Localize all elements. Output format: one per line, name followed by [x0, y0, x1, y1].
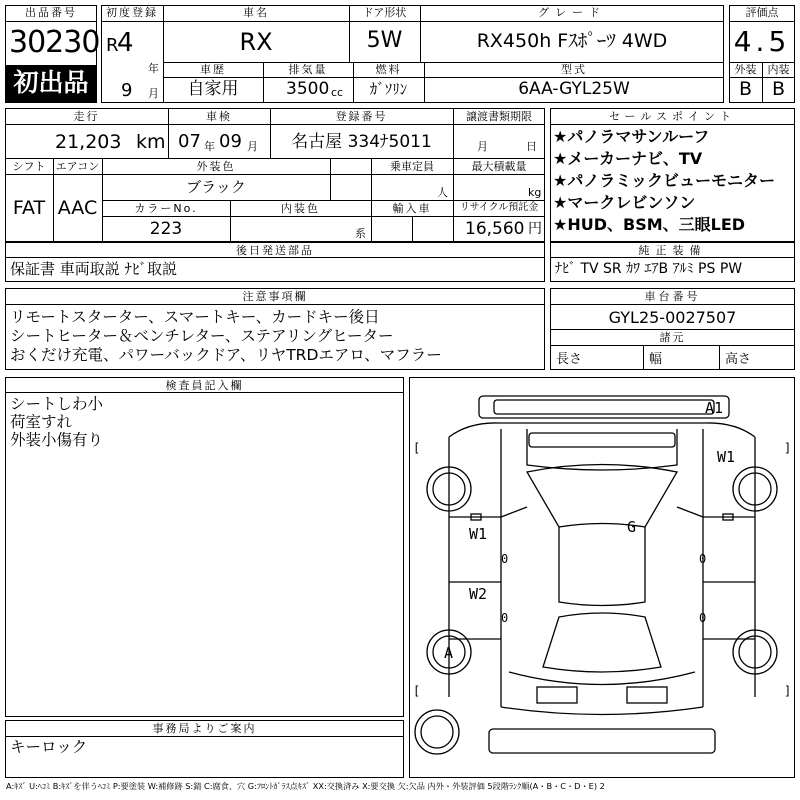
sales-point-item: ★HUD、BSM、三眼LED	[553, 215, 746, 234]
plate-label: 登録番号	[335, 110, 388, 123]
office-label: 事務局よりご案内	[152, 722, 257, 735]
fuel-label: 燃料	[375, 63, 402, 76]
recycle-label: リサイクル預託金	[459, 202, 539, 213]
equipment: ﾅﾋﾞ TV SR ｶﾜ ｴｱB ｱﾙﾐ PS PW	[555, 261, 743, 277]
ext-score: B	[738, 78, 753, 100]
zero-mark: 0	[501, 552, 509, 566]
equipment-label: 純正装備	[638, 244, 707, 257]
import-label: 輸入車	[392, 202, 432, 215]
office-note: キーロック	[10, 738, 88, 756]
notes-line: おくだけ充電、パワーバックドア、リヤTRDエアロ、マフラー	[10, 346, 442, 364]
chassis-number: GYL25-0027507	[608, 308, 737, 327]
aircon: AAC	[57, 197, 98, 219]
history: 自家用	[187, 79, 239, 99]
damage-mark-w1-left: W1	[469, 525, 488, 543]
recycle: 16,560	[465, 219, 525, 239]
inspection-label: 車検	[206, 110, 232, 123]
fuel: ｶﾞｿﾘﾝ	[369, 80, 408, 98]
month-unit: 月	[148, 87, 159, 100]
inspection-year-unit: 年	[204, 140, 215, 153]
notes-label: 注意事項欄	[242, 290, 308, 303]
damage-mark-w1-right: W1	[717, 448, 736, 466]
damage-mark-a1: A1	[705, 399, 724, 417]
width-label: 幅	[649, 352, 663, 367]
score: 4.5	[733, 25, 791, 58]
shift: FAT	[12, 197, 46, 219]
height-label: 高さ	[725, 352, 752, 367]
zero-mark: 0	[501, 611, 509, 625]
ext-color: ブラック	[186, 178, 246, 196]
capacity-unit: 人	[437, 186, 448, 199]
notes-line: シートヒーター＆ベンチレター、ステアリングヒーター	[10, 327, 394, 345]
first-reg-month: 9	[121, 80, 133, 101]
int-label: 内装	[767, 63, 790, 76]
inspector-line: シートしわ小	[10, 395, 104, 413]
first-reg-label: 初度登録	[106, 6, 158, 19]
mileage-unit: km	[136, 131, 166, 153]
later-parts-label: 後日発送部品	[236, 244, 314, 257]
notes-line: リモートスターター、スマートキー、カードキー後日	[10, 308, 380, 326]
model: 6AA-GYL25W	[518, 79, 630, 99]
sales-point-item: ★パノラミックビューモニター	[553, 171, 776, 190]
damage-mark-w2: W2	[469, 585, 488, 603]
bracket-right: ]	[784, 684, 792, 698]
inspection-month: 09	[219, 131, 242, 152]
doors: 5W	[366, 28, 403, 53]
damage-mark-a: A	[444, 644, 454, 662]
lot-label: 出品番号	[25, 6, 77, 19]
plate: 名古屋 334ﾅ5011	[291, 132, 432, 152]
displacement-unit: cc	[331, 86, 344, 99]
car-name-label: 車名	[243, 6, 269, 19]
zero-mark: 0	[699, 611, 707, 625]
inspection-year: 07	[178, 131, 201, 152]
inspector-label: 検査員記入欄	[165, 379, 244, 392]
car-diagram	[409, 377, 795, 778]
transfer-month-unit: 月	[477, 140, 488, 153]
transfer-day-unit: 日	[526, 140, 537, 153]
sales-point-item: ★マークレビンソン	[553, 193, 696, 212]
ext-color-label: 外装色	[196, 160, 236, 173]
chassis-label: 車台番号	[644, 290, 701, 303]
sales-point-item: ★パノラマサンルーフ	[553, 127, 710, 146]
int-color-label: 内装色	[281, 202, 320, 215]
legend: A:ｷｽﾞ U:ﾍｺﾐ B:ｷｽﾞを伴うﾍｺﾐ P:要塗装 W:補修跡 S:錆 C:腐食、穴 G:ﾌﾛﾝﾄｶﾞﾗｽ点ｷｽﾞ XX:交換済み X:要交換 欠:欠品 内外・外装評価 5段階ﾗﾝｸ順(A・B・C・D・E) 2	[6, 781, 605, 791]
score-label: 評価点	[745, 6, 779, 19]
inspection-month-unit: 月	[247, 140, 258, 153]
doors-label: ドア形状	[362, 6, 407, 19]
recycle-unit: 円	[528, 221, 542, 237]
color-no-label: カラーNo.	[134, 202, 198, 215]
bracket-left: [	[413, 684, 421, 698]
car-name: RX	[239, 28, 273, 56]
max-load-label: 最大積載量	[471, 160, 527, 173]
first-listing-text: 初出品	[13, 68, 89, 97]
details-table	[5, 108, 545, 242]
length-label: 長さ	[556, 352, 583, 367]
max-load-unit: kg	[528, 186, 542, 199]
mileage: 21,203	[55, 131, 122, 153]
lot-number: 30230	[9, 25, 100, 60]
specs-label: 諸元	[659, 331, 686, 344]
displacement: 3500	[286, 79, 330, 99]
grade: RX450h Fｽﾎﾟｰﾂ 4WD	[476, 30, 668, 52]
capacity-label: 乗車定員	[390, 160, 434, 173]
grade-label: グレード	[538, 6, 606, 19]
mileage-label: 走行	[73, 110, 100, 123]
bracket-left: [	[413, 441, 421, 455]
bracket-right: ]	[784, 441, 792, 455]
year-unit: 年	[148, 62, 159, 75]
displacement-label: 排気量	[288, 63, 328, 76]
shift-label: シフト	[12, 160, 46, 173]
sales-points-label: セールスポイント	[608, 110, 736, 123]
color-no: 223	[149, 219, 183, 239]
model-label: 型式	[561, 63, 587, 76]
inspector-line: 外装小傷有り	[10, 431, 104, 449]
inspector-line: 荷室すれ	[10, 413, 73, 431]
sales-point-item: ★メーカーナビ、TV	[553, 149, 703, 168]
int-score: B	[771, 78, 786, 100]
damage-mark-g: G	[627, 518, 637, 536]
history-label: 車歴	[200, 63, 226, 76]
transfer-label: 譲渡書類期限	[466, 110, 532, 123]
ext-label: 外装	[734, 63, 757, 76]
int-color-unit: 系	[355, 227, 366, 240]
aircon-label: エアコン	[55, 160, 100, 173]
first-reg-year: 4	[117, 28, 134, 58]
zero-mark: 0	[699, 552, 707, 566]
era: R	[106, 35, 119, 56]
later-parts: 保証書 車両取説 ﾅﾋﾞ取説	[10, 260, 178, 278]
